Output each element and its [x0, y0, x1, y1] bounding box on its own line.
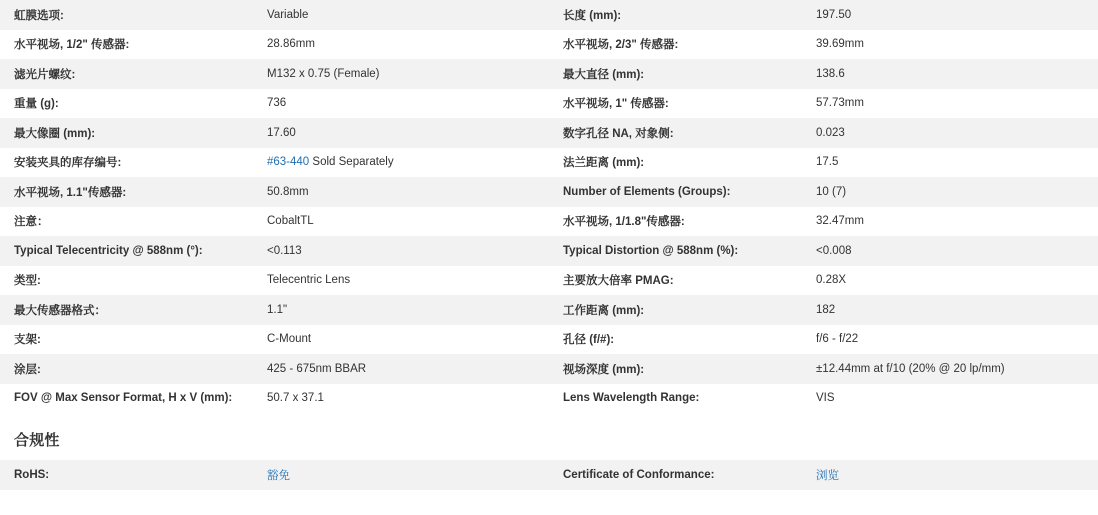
spec-label: Number of Elements (Groups): [549, 177, 816, 207]
spec-value: C-Mount [267, 325, 549, 355]
spec-value: 736 [267, 89, 549, 119]
table-row [0, 207, 1098, 237]
table-row [0, 236, 1098, 266]
table-row [0, 384, 1098, 414]
spec-label: 长度 (mm): [549, 0, 816, 30]
spec-label: Lens Wavelength Range: [549, 384, 816, 414]
compliance-section-title: 合规性 [14, 432, 60, 449]
spec-value: 17.60 [267, 118, 549, 148]
spec-label: 数字孔径 NA, 对象侧: [549, 118, 816, 148]
spec-value: 28.86mm [267, 30, 549, 60]
table-row [0, 354, 1098, 384]
spec-value: 50.8mm [267, 177, 549, 207]
table-row [0, 295, 1098, 325]
spec-label: 主要放大倍率 PMAG: [549, 266, 816, 296]
spec-label: 重量 (g): [0, 89, 267, 119]
spec-label: 支架: [0, 325, 267, 355]
spec-label: 孔径 (f/#): [549, 325, 816, 355]
spec-value: 0.023 [816, 118, 1098, 148]
spec-value: 425 - 675nm BBAR [267, 354, 549, 384]
table-row [0, 118, 1098, 148]
spec-value: 17.5 [816, 148, 1098, 178]
spec-value: M132 x 0.75 (Female) [267, 59, 549, 89]
rohs-exemption-link[interactable]: 豁免 [267, 469, 290, 482]
spec-value: Variable [267, 0, 549, 30]
spec-value: 197.50 [816, 0, 1098, 30]
spec-label: 虹膜选项: [0, 0, 267, 30]
spec-label: 工作距离 (mm): [549, 295, 816, 325]
spec-label: 最大像圈 (mm): [0, 118, 267, 148]
spec-label: 视场深度 (mm): [549, 354, 816, 384]
spec-label: 水平视场, 1/1.8"传感器: [549, 207, 816, 237]
spec-value: 57.73mm [816, 89, 1098, 119]
table-row [0, 30, 1098, 60]
spec-label: 涂层: [0, 354, 267, 384]
spec-label: 水平视场, 1/2" 传感器: [0, 30, 267, 60]
spec-value: 10 (7) [816, 177, 1098, 207]
spec-label: Typical Distortion @ 588nm (%): [549, 236, 816, 266]
stock-number-link[interactable]: #63-440 [267, 156, 310, 169]
spec-label: 注意： [0, 207, 267, 237]
spec-value: CobaltTL [267, 207, 549, 237]
spec-value: 39.69mm [816, 30, 1098, 60]
spec-value: 1.1" [267, 295, 549, 325]
table-row [0, 177, 1098, 207]
compliance-value [267, 460, 549, 490]
spec-value: 32.47mm [816, 207, 1098, 237]
spec-label: 水平视场, 1" 传感器: [549, 89, 816, 119]
compliance-label: RoHS: [0, 460, 267, 490]
compliance-label: Certificate of Conformance: [549, 460, 816, 490]
spec-label: 安装夹具的库存编号: [0, 148, 267, 178]
table-row [0, 266, 1098, 296]
spec-value: <0.008 [816, 236, 1098, 266]
table-row [0, 89, 1098, 119]
spec-label: 最大传感器格式： [0, 295, 267, 325]
spec-value: <0.113 [267, 236, 549, 266]
table-row [0, 460, 1098, 490]
table-row [0, 59, 1098, 89]
spec-value: f/6 - f/22 [816, 325, 1098, 355]
spec-label: Typical Telecentricity @ 588nm (°): [0, 236, 267, 266]
compliance-table [0, 460, 1098, 490]
spec-value: Telecentric Lens [267, 266, 549, 296]
spec-value: ±12.44mm at f/10 (20% @ 20 lp/mm) [816, 354, 1098, 384]
spec-value: 0.28X [816, 266, 1098, 296]
spec-value: 50.7 x 37.1 [267, 384, 549, 414]
table-row [0, 0, 1098, 30]
spec-value: 182 [816, 295, 1098, 325]
spec-label: FOV @ Max Sensor Format, H x V (mm): [0, 384, 267, 414]
spec-label: 类型: [0, 266, 267, 296]
table-row [0, 148, 1098, 178]
spec-label: 水平视场, 2/3" 传感器: [549, 30, 816, 60]
spec-label: 水平视场, 1.1"传感器: [0, 177, 267, 207]
table-row [0, 325, 1098, 355]
spec-label: 滤光片螺纹: [0, 59, 267, 89]
compliance-value [816, 460, 1098, 490]
spec-label: 法兰距离 (mm): [549, 148, 816, 178]
stock-number-suffix: Sold Separately [309, 156, 394, 169]
spec-value: 138.6 [816, 59, 1098, 89]
certificate-browse-link[interactable]: 浏览 [816, 469, 839, 482]
spec-label: 最大直径 (mm): [549, 59, 816, 89]
compliance-body [0, 460, 1098, 490]
spec-value: VIS [816, 384, 1098, 414]
spec-value-with-link [267, 148, 549, 178]
